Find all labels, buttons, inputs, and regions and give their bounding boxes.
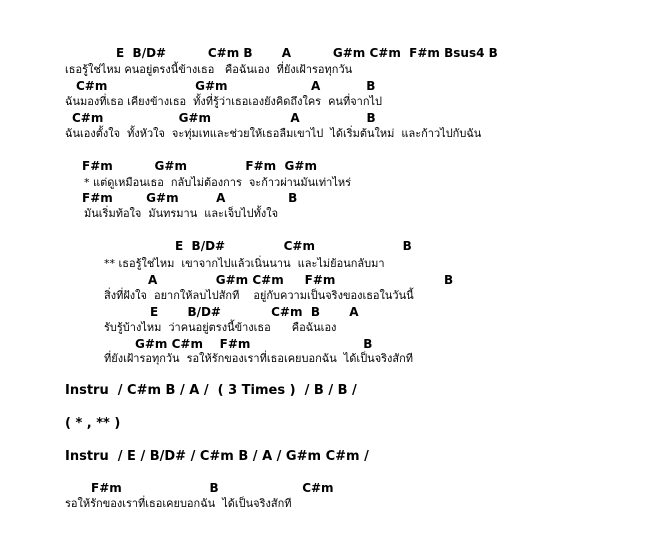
chorus-chords-3: E B/D# C#m B A xyxy=(150,305,359,319)
prechorus-chords-1: F#m G#m F#m G#m xyxy=(82,159,317,173)
repeat-line: ( * , ** ) xyxy=(65,416,121,431)
instru-line-2: Instru / E / B/D# / C#m B / A / G#m C#m / xyxy=(65,449,369,464)
outro-chords-1: F#m B C#m xyxy=(91,481,334,495)
chorus-lyric-3: รับรู้บ้างไหม ว่าคนอยู่ตรงนี้ข้างเธอ คือฉันเอง xyxy=(104,321,337,334)
prechorus-lyric-1: * แต่ดูเหมือนเธอ กลับไม่ต้องการ จะก้าวผ่านมันเท่าไหร่ xyxy=(84,176,352,189)
outro-lyric-1: รอให้รักของเราที่เธอเคยบอกฉัน ได้เป็นจริงสักที xyxy=(65,497,292,510)
chorus-chords-2: A G#m C#m F#m B xyxy=(148,273,454,287)
chorus-chords-4: G#m C#m F#m B xyxy=(135,337,373,351)
instru-line-1: Instru / C#m B / A / ( 3 Times ) / B / B / xyxy=(65,383,357,398)
verse1-chords-3: C#m G#m A B xyxy=(72,111,376,125)
verse1-chords-2: C#m G#m A B xyxy=(76,79,376,93)
prechorus-lyric-2: มันเริ่มท้อใจ มันทรมาน และเจ็บไปทั้งใจ xyxy=(84,207,279,220)
chorus-lyric-2: สิ่งที่ฝังใจ อยากให้ลบไปสักที อยู่กับความเป็นจริงของเธอในวันนี้ xyxy=(104,289,414,302)
chorus-lyric-4: ที่ยังเฝ้ารอทุกวัน รอให้รักของเราที่เธอเคยบอกฉัน ได้เป็นจริงสักที xyxy=(104,352,414,365)
chorus-chords-1: E B/D# C#m B xyxy=(175,239,412,253)
verse1-chords-1: E B/D# C#m B A G#m C#m F#m Bsus4 B xyxy=(116,46,498,60)
verse1-lyric-1: เธอรู้ใช่ไหม คนอยู่ตรงนี้ข้างเธอ คือฉันเอง ที่ยังเฝ้ารอทุกวัน xyxy=(65,63,353,76)
verse1-lyric-3: ฉันเองตั้งใจ ทั้งหัวใจ จะทุ่มเทและช่วยให้เธอลืมเขาไป ได้เริ่มต้นใหม่ และก้าวไปกับฉัน xyxy=(65,127,482,140)
verse1-lyric-2: ฉันมองที่เธอ เคียงข้างเธอ ทั้งที่รู้ว่าเธอเองยังคิดถึงใคร คนที่จากไป xyxy=(65,95,383,108)
chorus-lyric-1: ** เธอรู้ใช่ไหม เขาจากไปแล้วเนิ่นนาน และไม่ย้อนกลับมา xyxy=(104,257,385,270)
prechorus-chords-2: F#m G#m A B xyxy=(82,191,298,205)
